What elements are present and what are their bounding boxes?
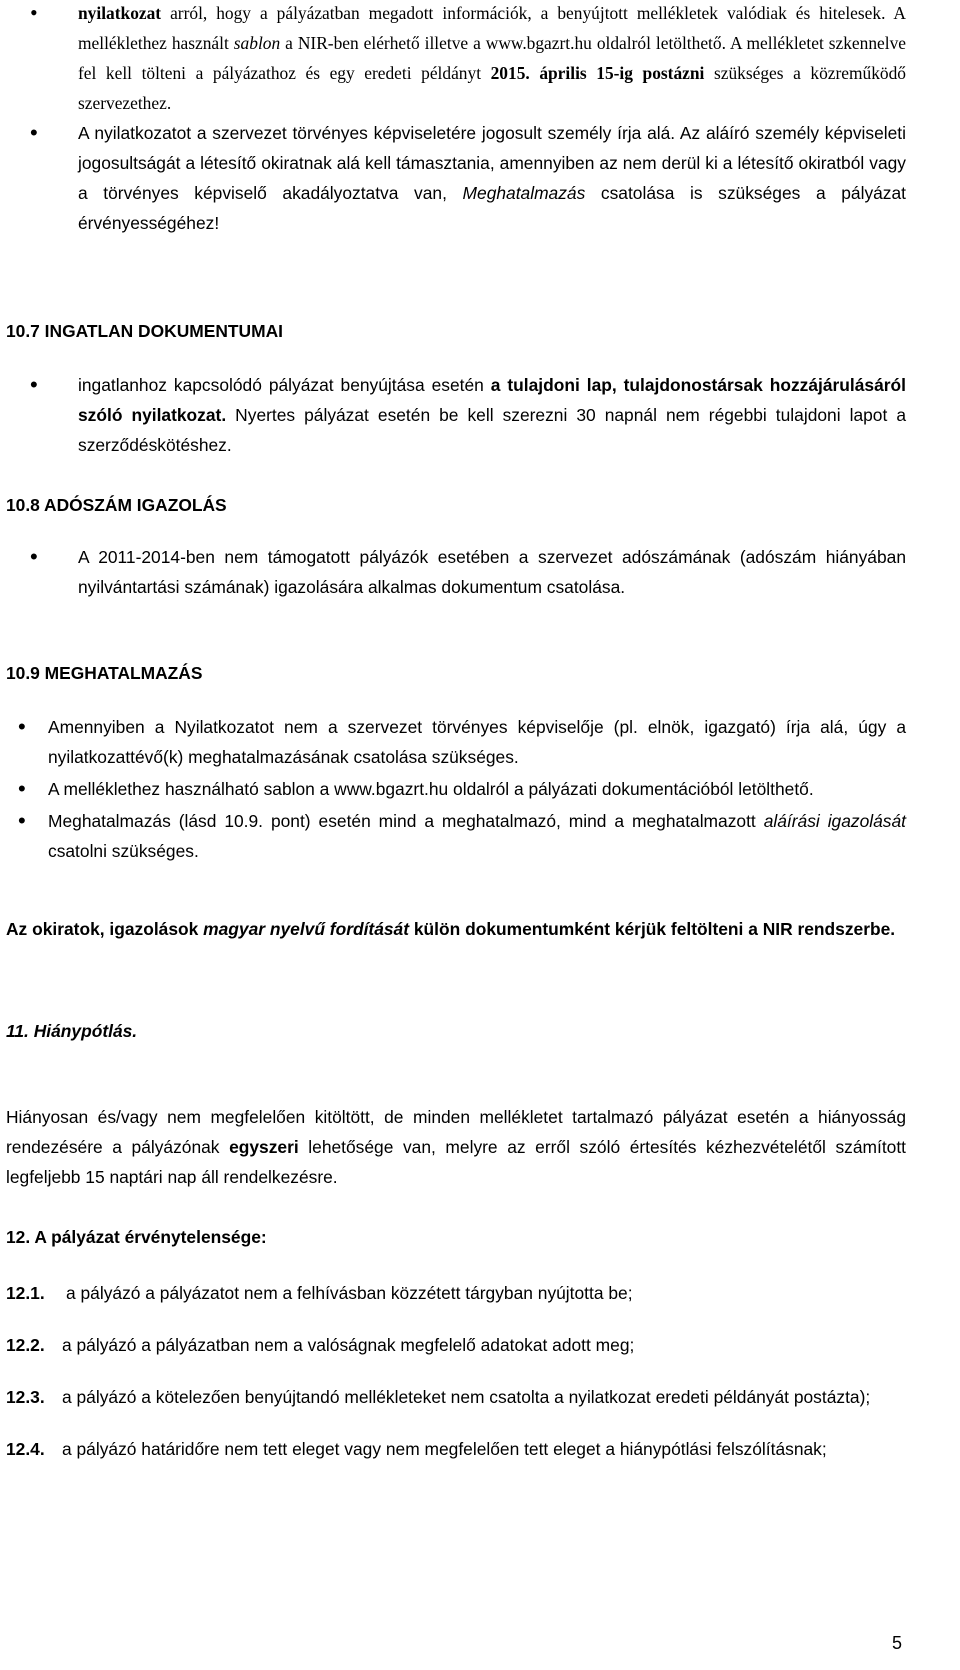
section-heading: 10.7 INGATLAN DOKUMENTUMAI [6, 321, 283, 341]
bold-text: nyilatkozat [78, 3, 162, 23]
section-109-list [6, 712, 906, 866]
top-bullet-list [6, 0, 906, 238]
italic-text: sablon [233, 33, 281, 53]
translation-note: Az okiratok, igazolások magyar nyelvű fordítását külön dokumentumként kérjük feltölteni a NIR rendszerbe. [6, 919, 896, 939]
item-number: 12.3. [6, 1387, 45, 1407]
list-item: • A 2011-2014-ben nem támogatott pályázók esetében a szervezet adószámának (adószám hiányában nyilvántartási számának) igazolására alkalmas dokumentum csatolása. [6, 542, 906, 602]
list-item: • A melléklethez használható sablon a www.bgazrt.hu oldalról a pályázati dokumentációból letölthető. [6, 774, 906, 804]
section-heading: 10.8 ADÓSZÁM IGAZOLÁS [6, 495, 227, 515]
section-heading: 12. A pályázat érvénytelensége: [6, 1227, 267, 1247]
item-number: 12.2. [6, 1335, 45, 1355]
list-item: • A nyilatkozatot a szervezet törvényes képviseletére jogosult személy írja alá. Az aláíró személy képviseleti jogosultságát a létesítő okiratnak alá kell támasztania, amennyiben az nem derül ki a létesítő okiratból vagy a törvényes képviselő akadályoztatva van, Meghatalmazás csatolása is szükséges a pályázat érvényességéhez! [6, 118, 906, 238]
list-item: 12.2. a pályázó a pályázatban nem a valóságnak megfelelő adatokat adott meg; [6, 1330, 906, 1360]
list-item: • ingatlanhoz kapcsolódó pályázat benyújtása esetén a tulajdoni lap, tulajdonostársak hozzájárulásáról szóló nyilatkozat. Nyertes pályázat esetén be kell szerezni 30 napnál nem régebbi tulajdoni lapot a szerződéskötéshez. [6, 370, 906, 460]
italic-text: Meghatalmazás [462, 183, 586, 203]
list-item: 12.4. a pályázó határidőre nem tett eleget vagy nem megfelelően tett eleget a hiánypótlási felszólításnak; [6, 1434, 906, 1464]
bold-italic-text: magyar nyelvű fordítását [203, 919, 410, 939]
item-number: 12.1. [6, 1283, 45, 1303]
bold-text: egyszeri [229, 1137, 299, 1157]
section-heading: 10.9 MEGHATALMAZÁS [6, 663, 203, 683]
bold-text: 2015. április 15-ig postázni [490, 63, 705, 83]
page-number: 5 [891, 1633, 902, 1653]
invalidity-list [6, 1278, 906, 1464]
italic-text: aláírási igazolását [763, 811, 906, 831]
paragraph: Hiányosan és/vagy nem megfelelően kitöltött, de minden mellékletet tartalmazó pályázat esetén a hiányosság rendezésére a pályázónak egyszeri lehetősége van, melyre az erről szóló értesítés kézhezvételétől számított legfeljebb 15 naptári nap áll rendelkezésre. [6, 1107, 906, 1187]
list-item: • Amennyiben a Nyilatkozatot nem a szervezet törvényes képviselője (pl. elnök, igazgató) írja alá, úgy a nyilatkozattévő(k) meghatalmazásának csatolása szükséges. [6, 712, 906, 772]
item-number: 12.4. [6, 1439, 45, 1459]
list-item: 12.3. a pályázó a kötelezően benyújtandó mellékleteket nem csatolta a nyilatkozat eredeti példányát postázta); [6, 1382, 906, 1412]
list-item: • nyilatkozat arról, hogy a pályázatban megadott információk, a benyújtott mellékletek valódiak és hitelesek. A melléklethez használt sablon a NIR-ben elérhető illetve a www.bgazrt.hu oldalról letölthető. A mellékletet szkennelve fel kell tölteni a pályázathoz és egy eredeti példányt 2015. április 15-ig postázni szükséges a közreműködő szervezethez. [6, 0, 906, 118]
list-item: • Meghatalmazás (lásd 10.9. pont) esetén mind a meghatalmazó, mind a meghatalmazott aláírási igazolását csatolni szükséges. [6, 806, 906, 866]
bold-text: a tulajdoni lap, tulajdonostársak hozzájárulásáról szóló nyilatkozat. [78, 375, 906, 425]
section-heading: 11. Hiánypótlás. [6, 1021, 138, 1041]
section-107-list [6, 370, 906, 460]
list-item: 12.1. a pályázó a pályázatot nem a felhívásban közzétett tárgyban nyújtotta be; [6, 1278, 906, 1308]
section-108-list [6, 542, 906, 602]
